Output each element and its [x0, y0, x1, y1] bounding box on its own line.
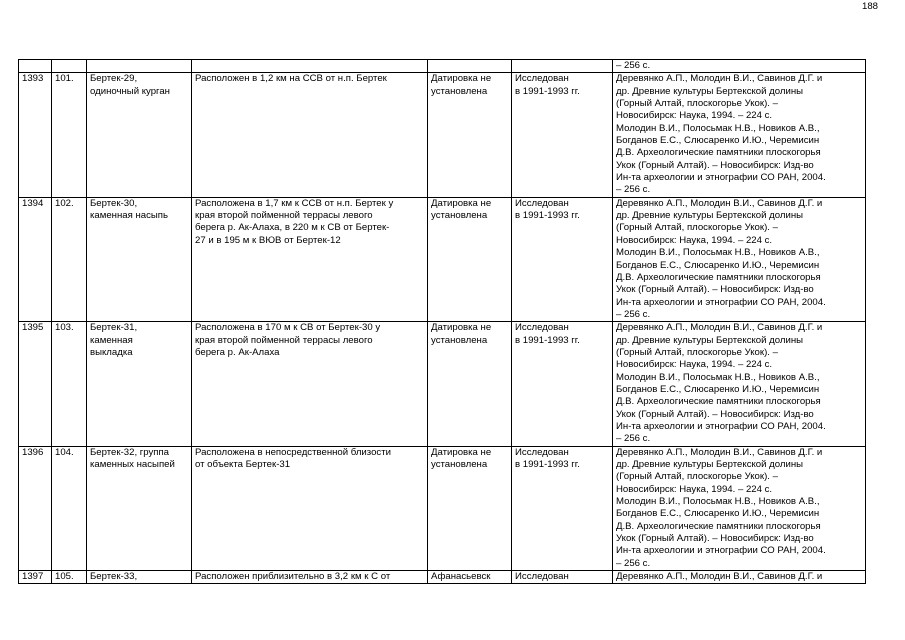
cell-index: 103.	[52, 322, 87, 446]
text-line: – 256 с.	[616, 308, 651, 320]
cell-location: Расположен приблизительно в 3,2 км к С от	[192, 571, 428, 584]
text-line: Укок (Горный Алтай). – Новосибирск: Изд-во	[616, 408, 814, 420]
cell-dating	[428, 73, 512, 197]
text-line: края второй пойменной террасы левого	[195, 210, 373, 222]
cell-name	[87, 60, 192, 73]
text-line: Д.В. Археологические памятники плоскогорья	[616, 520, 821, 532]
text-line: др. Древние культуры Бертекской долины	[616, 459, 804, 470]
cell-study	[512, 73, 613, 197]
text-line: Новосибирск: Наука, 1994. – 224 с.	[616, 483, 773, 495]
text-line: – 256 с.	[616, 557, 651, 569]
table-row	[19, 322, 866, 446]
table-row-cut	[19, 571, 866, 584]
text-line: Деревянко А.П., Молодин В.И., Савинов Д.Г. и	[616, 73, 823, 85]
text-line: каменных насыпей	[90, 459, 175, 470]
text-line: Ин-та археологии и этнографии СО РАН, 2004.	[616, 172, 826, 184]
text-line: каменная	[90, 334, 133, 346]
cell-dating: Афанасьевск	[428, 571, 512, 584]
cell-name	[87, 197, 192, 321]
text-line: в 1991-1993 гг.	[515, 459, 580, 470]
cell-references	[613, 446, 866, 570]
text-line: Датировка не	[431, 73, 492, 85]
text-line: (Горный Алтай, плоскогорье Укок). –	[616, 471, 778, 483]
cell-dating	[428, 60, 512, 73]
cell-references: Деревянко А.П., Молодин В.И., Савинов Д.Г. и	[613, 571, 866, 584]
cell-study: Исследован	[512, 571, 613, 584]
text-line: Датировка не	[431, 197, 492, 209]
cell-study	[512, 197, 613, 321]
text-line: (Горный Алтай, плоскогорье Укок). –	[616, 222, 778, 234]
text-line: Богданов Е.С., Слюсаренко И.Ю., Черемисин	[616, 508, 820, 520]
text-line: (Горный Алтай, плоскогорье Укок). –	[616, 98, 778, 110]
text-line: Бертек-31,	[90, 322, 138, 334]
text-line: Молодин В.И., Полосьмак Н.В., Новиков А.В.,	[616, 247, 820, 259]
text-line: Датировка не	[431, 446, 492, 458]
text-line: берега р. Ак-Алаха, в 220 м к СВ от Бертек-	[195, 222, 390, 234]
cell-number: 1394	[19, 197, 52, 321]
monuments-table	[18, 59, 866, 584]
text-line: Бертек-30,	[90, 197, 138, 209]
table-row	[19, 446, 866, 570]
text-line: Исследован	[515, 197, 569, 209]
cell-index: 105.	[52, 571, 87, 584]
text-line: Укок (Горный Алтай). – Новосибирск: Изд-во	[616, 284, 814, 296]
text-line: Молодин В.И., Полосьмак Н.В., Новиков А.В.,	[616, 496, 820, 508]
cell-references	[613, 60, 866, 73]
cell-index	[52, 60, 87, 73]
cell-index: 101.	[52, 73, 87, 197]
text-line: др. Древние культуры Бертекской долины	[616, 210, 804, 222]
page-number: 188	[862, 1, 879, 12]
text-line: Расположен в 1,2 км на ССВ от н.п. Бертек	[195, 73, 387, 85]
text-line: Исследован	[515, 73, 569, 85]
cell-number: 1397	[19, 571, 52, 584]
text-line: – 256 с.	[616, 433, 651, 445]
text-line: (Горный Алтай, плоскогорье Укок). –	[616, 346, 778, 358]
text-line: Бертек-29,	[90, 73, 138, 85]
text-line: – 256 с.	[616, 60, 651, 71]
cell-number: 1395	[19, 322, 52, 446]
text-line: 27 и в 195 м к ВЮВ от Бертек-12	[195, 234, 341, 246]
text-line: Ин-та археологии и этнографии СО РАН, 2004.	[616, 420, 826, 432]
text-line: Д.В. Археологические памятники плоскогорья	[616, 271, 821, 283]
text-line: Молодин В.И., Полосьмак Н.В., Новиков А.В.,	[616, 122, 820, 134]
cell-name	[87, 322, 192, 446]
text-line: Ин-та археологии и этнографии СО РАН, 2004.	[616, 545, 826, 557]
text-line: Расположена в непосредственной близости	[195, 446, 391, 458]
text-line: выкладка	[90, 346, 133, 358]
text-line: установлена	[431, 334, 488, 346]
cell-references	[613, 322, 866, 446]
text-line: Исследован	[515, 322, 569, 334]
cell-number	[19, 60, 52, 73]
text-line: Богданов Е.С., Слюсаренко И.Ю., Черемисин	[616, 135, 820, 147]
cell-dating	[428, 446, 512, 570]
cell-location	[192, 446, 428, 570]
cell-index: 102.	[52, 197, 87, 321]
cell-name: Бертек-33,	[87, 571, 192, 584]
text-line: одиночный курган	[90, 85, 170, 97]
cell-study	[512, 322, 613, 446]
cell-location	[192, 60, 428, 73]
text-line: Новосибирск: Наука, 1994. – 224 с.	[616, 359, 773, 371]
text-line: Новосибирск: Наука, 1994. – 224 с.	[616, 110, 773, 122]
text-line: Деревянко А.П., Молодин В.И., Савинов Д.Г. и	[616, 446, 823, 458]
text-line: Богданов Е.С., Слюсаренко И.Ю., Черемисин	[616, 383, 820, 395]
text-line: установлена	[431, 85, 488, 97]
text-line: др. Древние культуры Бертекской долины	[616, 85, 804, 97]
cell-index: 104.	[52, 446, 87, 570]
text-line: Укок (Горный Алтай). – Новосибирск: Изд-во	[616, 159, 814, 171]
text-line: Датировка не	[431, 322, 492, 334]
cell-study	[512, 60, 613, 73]
text-line: Бертек-32, группа	[90, 446, 170, 458]
table-body	[19, 60, 866, 584]
cell-references	[613, 73, 866, 197]
text-line: Молодин В.И., Полосьмак Н.В., Новиков А.В.,	[616, 371, 820, 383]
text-line: края второй пойменной террасы левого	[195, 334, 373, 346]
text-line: Расположена в 1,7 км к ССВ от н.п. Бертек у	[195, 197, 394, 209]
text-line: Исследован	[515, 446, 569, 458]
cell-study	[512, 446, 613, 570]
cell-dating	[428, 322, 512, 446]
cell-name	[87, 73, 192, 197]
cell-location	[192, 322, 428, 446]
text-line: – 256 с.	[616, 184, 651, 196]
text-line: каменная насыпь	[90, 210, 168, 222]
text-line: берега р. Ак-Алаха	[195, 346, 280, 358]
text-line: установлена	[431, 210, 488, 222]
cell-dating	[428, 197, 512, 321]
text-line: в 1991-1993 гг.	[515, 210, 580, 222]
text-line: Д.В. Археологические памятники плоскогорья	[616, 396, 821, 408]
text-line: в 1991-1993 гг.	[515, 334, 580, 346]
text-line: др. Древние культуры Бертекской долины	[616, 334, 804, 346]
text-line: установлена	[431, 459, 488, 470]
text-line: Расположена в 170 м к СВ от Бертек-30 у	[195, 322, 381, 334]
text-line: в 1991-1993 гг.	[515, 85, 580, 97]
text-line: от объекта Бертек-31	[195, 459, 291, 470]
table-row	[19, 73, 866, 197]
text-line: Д.В. Археологические памятники плоскогорья	[616, 147, 821, 159]
table-row-fragment	[19, 60, 866, 73]
cell-references	[613, 197, 866, 321]
text-line: Ин-та археологии и этнографии СО РАН, 2004.	[616, 296, 826, 308]
text-line: Деревянко А.П., Молодин В.И., Савинов Д.Г. и	[616, 322, 823, 334]
cell-location	[192, 197, 428, 321]
cell-name	[87, 446, 192, 570]
cell-number: 1393	[19, 73, 52, 197]
text-line: Новосибирск: Наука, 1994. – 224 с.	[616, 234, 773, 246]
text-line: Деревянко А.П., Молодин В.И., Савинов Д.Г. и	[616, 197, 823, 209]
cell-number: 1396	[19, 446, 52, 570]
text-line: Укок (Горный Алтай). – Новосибирск: Изд-во	[616, 533, 814, 545]
text-line: Богданов Е.С., Слюсаренко И.Ю., Черемисин	[616, 259, 820, 271]
table-row	[19, 197, 866, 321]
cell-location	[192, 73, 428, 197]
